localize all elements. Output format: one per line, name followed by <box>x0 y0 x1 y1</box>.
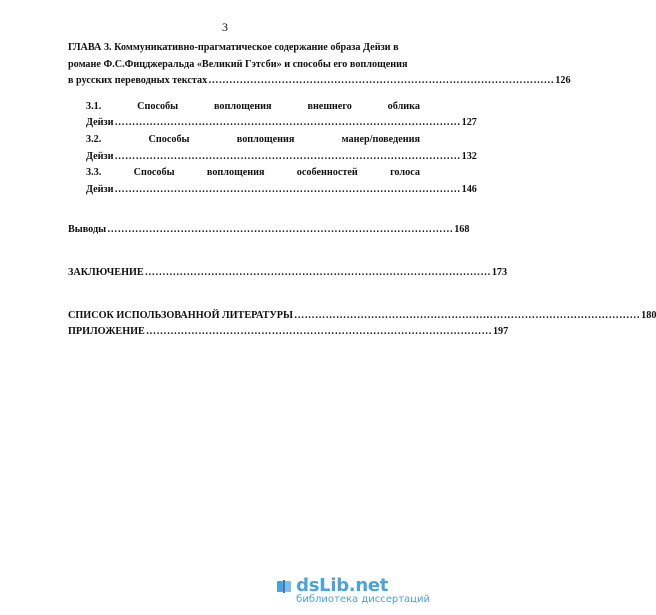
conclusions-title: Выводы <box>68 224 107 236</box>
conclusion-title: ЗАКЛЮЧЕНИЕ <box>68 266 144 278</box>
section-3-3-word: особенностей <box>296 167 358 179</box>
chapter3-title-line1: ГЛАВА 3. Коммуникативно-прагматическое содержание образа Дейзи в <box>68 42 399 53</box>
section-3-1-page: 127 <box>461 117 477 129</box>
section-3-2-word: воплощения <box>236 133 295 145</box>
section-3-3-number: 3.3. <box>86 167 102 179</box>
section-3-1-line1 <box>86 99 420 116</box>
section-3-1-word: внешнего <box>307 100 352 112</box>
bibliography-page: 180 <box>641 309 656 321</box>
section-3-2-word: Способы <box>148 133 190 145</box>
leader-dots: ……………………………………………………………………………………… <box>114 150 461 162</box>
section-3-3-word: Способы <box>133 167 175 179</box>
leader-dots: ……………………………………………………………………………………… <box>208 75 555 87</box>
bibliography-title: СПИСОК ИСПОЛЬЗОВАННОЙ ЛИТЕРАТУРЫ <box>68 309 294 321</box>
section-3-3-word: голоса <box>390 167 420 179</box>
table-of-contents <box>68 40 656 341</box>
section-3-1-word: Способы <box>137 100 179 112</box>
toc-entry-bibliography <box>68 308 656 325</box>
leader-dots: ……………………………………………………………………………………… <box>114 183 461 195</box>
section-3-1-tail: Дейзи <box>86 117 114 129</box>
section-3-2 <box>68 132 477 165</box>
section-3-2-line2 <box>86 149 477 166</box>
leader-dots: ……………………………………………………………………………………… <box>144 266 491 278</box>
section-3-3-page: 146 <box>461 183 477 195</box>
section-3-3-tail: Дейзи <box>86 183 114 195</box>
section-3-3-line1 <box>86 165 420 182</box>
leader-dots: ……………………………………………………………………………………… <box>114 117 461 129</box>
section-3-3 <box>68 165 477 198</box>
section-3-1-number: 3.1. <box>86 100 102 112</box>
toc-entry-conclusions <box>68 222 470 239</box>
leader-dots: ……………………………………………………………………………………… <box>145 326 492 338</box>
conclusion-page: 173 <box>491 266 508 278</box>
leader-dots: ……………………………………………………………………………………… <box>294 309 641 321</box>
chapter3-line3 <box>68 73 571 90</box>
dslib-subtitle: библиотека диссертаций <box>296 594 430 605</box>
chapter3-title-line3: в русских переводных текстах <box>68 75 208 87</box>
section-3-2-number: 3.2. <box>86 133 102 145</box>
section-3-1-word: воплощения <box>213 100 272 112</box>
chapter3-page: 126 <box>555 75 571 87</box>
chapter3-line1 <box>68 40 420 57</box>
dslib-logo-icon <box>276 578 292 594</box>
appendix-page: 197 <box>492 326 509 338</box>
chapter3-line2 <box>68 57 420 74</box>
page-number: 3 <box>222 20 228 34</box>
chapter3-title-line2: романе Ф.С.Фицджеральда «Великий Гэтсби» и способы его воплощения <box>68 58 408 70</box>
conclusions-page: 168 <box>454 224 470 236</box>
section-3-2-page: 132 <box>461 150 477 162</box>
section-3-1-word: облика <box>387 100 420 112</box>
section-3-1-line2 <box>86 115 477 132</box>
section-3-3-word: воплощения <box>206 167 265 179</box>
toc-entry-conclusion <box>68 265 508 282</box>
section-3-2-line1 <box>86 132 420 149</box>
section-3-1 <box>68 99 477 132</box>
section-3-2-tail: Дейзи <box>86 150 114 162</box>
leader-dots: ……………………………………………………………………………………… <box>107 224 454 236</box>
toc-entry-appendix <box>68 324 509 341</box>
section-3-2-word: манер/поведения <box>341 133 420 145</box>
appendix-title: ПРИЛОЖЕНИЕ <box>68 326 145 338</box>
dslib-logo-text: dsLib.net <box>296 575 389 596</box>
dslib-watermark <box>276 575 430 605</box>
section-3-3-line2 <box>86 182 477 199</box>
